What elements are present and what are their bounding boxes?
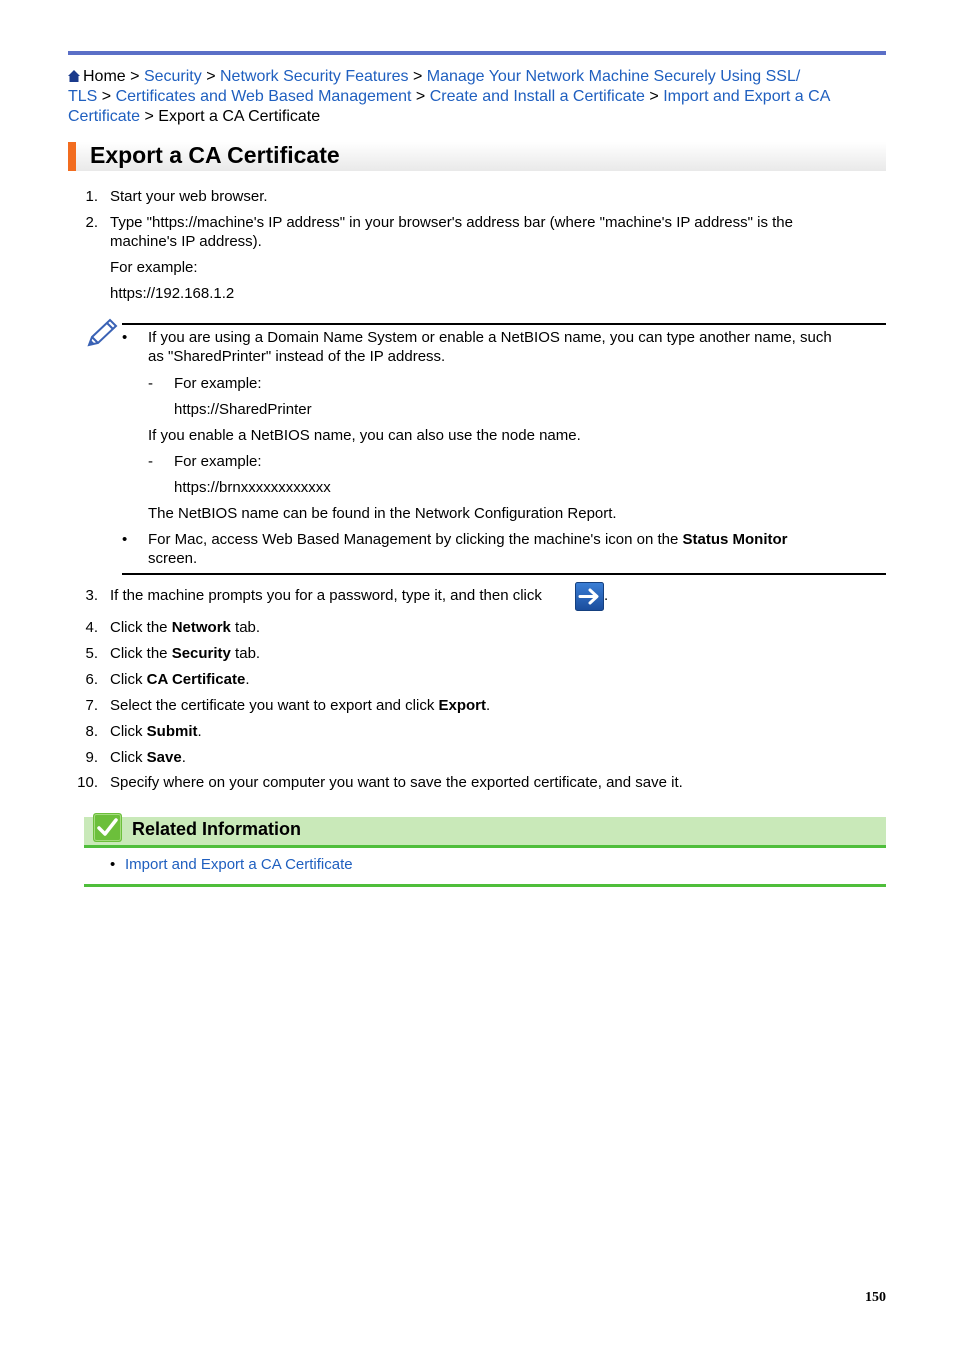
breadcrumb-separator: > — [206, 68, 216, 85]
step-number: 9. — [85, 749, 98, 766]
step-text: Click Submit. — [110, 723, 202, 740]
note-item-dns: If you are using a Domain Name System or enable a NetBIOS name, you can type another name, such as "SharedPrinter" instead of the IP address. — [148, 329, 832, 365]
note-netbios-report: The NetBIOS name can be found in the Network Configuration Report. — [148, 505, 617, 522]
step-text: Start your web browser. — [110, 188, 268, 205]
breadcrumb-security[interactable]: Security — [143, 68, 202, 85]
step-text: Click the Network tab. — [110, 619, 261, 636]
breadcrumb-home[interactable]: Home — [83, 68, 126, 85]
breadcrumb-create-install[interactable]: Create and Install a Certificate — [429, 88, 645, 105]
related-link-import-export[interactable]: Import and Export a CA Certificate — [125, 856, 353, 873]
page-title-bar — [68, 142, 886, 171]
pencil-note-icon — [86, 318, 118, 348]
related-information-bar — [84, 817, 886, 848]
step-number: 2. — [85, 214, 98, 231]
breadcrumb-current: Export a CA Certificate — [158, 108, 321, 125]
breadcrumb-manage-network-cont[interactable]: TLS — [68, 88, 98, 105]
breadcrumb-separator: > — [144, 108, 154, 125]
breadcrumb-manage-network[interactable]: Manage Your Network Machine Securely Using SSL/ — [426, 68, 801, 85]
breadcrumb-separator: > — [101, 88, 112, 105]
arrow-right-icon — [575, 582, 604, 611]
step-text: Specify where on your computer you want to save the exported certificate, and save it. — [110, 774, 683, 791]
breadcrumb-import-export-cont[interactable]: Certificate — [68, 108, 141, 125]
note-example-value: https://brnxxxxxxxxxxxx — [174, 479, 331, 496]
note-example-label: For example: — [174, 375, 262, 392]
example-value: https://192.168.1.2 — [110, 285, 235, 302]
step-number: 6. — [85, 671, 98, 688]
breadcrumb-network-security-features[interactable]: Network Security Features — [219, 68, 409, 85]
step-text: Click the Security tab. — [110, 645, 261, 662]
home-icon — [68, 70, 80, 82]
note-top-rule — [122, 323, 886, 325]
step-text: Click Save. — [110, 749, 186, 766]
note-bullet: • — [122, 329, 128, 346]
note-item-mac: For Mac, access Web Based Management by clicking the machine's icon on the Status Monitor screen. — [148, 531, 788, 567]
step-number: 7. — [85, 697, 98, 714]
breadcrumb-import-export[interactable]: Import and Export a CA — [663, 88, 831, 105]
page-title: Export a CA Certificate — [90, 142, 340, 168]
note-dash: - — [148, 453, 153, 470]
step-number: 1. — [85, 188, 98, 205]
note-bullet: • — [122, 531, 128, 548]
step-number: 3. — [85, 587, 98, 604]
step-number: 5. — [85, 645, 98, 662]
note-example-label: For example: — [174, 453, 262, 470]
related-bottom-rule — [84, 884, 886, 887]
note-netbios-text: If you enable a NetBIOS name, you can also use the node name. — [148, 427, 581, 444]
example-label: For example: — [110, 259, 198, 276]
title-accent — [68, 142, 76, 171]
page-number: 150 — [865, 1290, 886, 1305]
breadcrumb-separator: > — [649, 88, 659, 105]
step-number: 10. — [77, 774, 98, 791]
note-dash: - — [148, 375, 153, 392]
step-text: Select the certificate you want to export and click Export. — [110, 697, 491, 714]
step-3-end: . — [604, 587, 609, 604]
note-bottom-rule — [122, 573, 886, 575]
breadcrumb-separator: > — [130, 68, 140, 85]
step-text: Click CA Certificate. — [110, 671, 250, 688]
checkmark-icon — [93, 813, 122, 842]
breadcrumb-certificates-wbm[interactable]: Certificates and Web Based Management — [115, 88, 412, 105]
step-number: 4. — [85, 619, 98, 636]
note-example-value: https://SharedPrinter — [174, 401, 312, 418]
breadcrumb-separator: > — [412, 68, 423, 85]
step-number: 8. — [85, 723, 98, 740]
related-bullet: • — [110, 856, 116, 873]
breadcrumb-separator: > — [415, 88, 426, 105]
top-rule — [68, 51, 886, 55]
step-text: If the machine prompts you for a password, type it, and then click — [110, 587, 542, 604]
breadcrumb — [68, 67, 886, 127]
related-information-title: Related Information — [132, 819, 302, 839]
step-text: Type "https://machine's IP address" in your browser's address bar (where "machine's IP address" is the machine's IP address). — [110, 214, 793, 250]
